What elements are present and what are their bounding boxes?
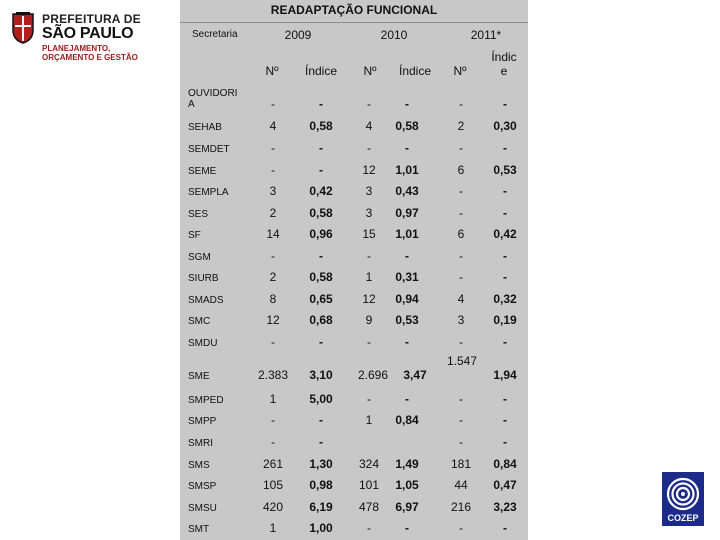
table-cell: 12 — [362, 292, 376, 306]
table-cell: 2 — [269, 206, 277, 220]
header-n-2010: Nº — [363, 64, 377, 78]
table-cell: 0,32 — [493, 292, 517, 306]
table-cell: - — [367, 97, 371, 111]
table-cell: 0,84 — [493, 457, 517, 471]
row-label: SES — [188, 209, 209, 220]
table-cell: - — [271, 435, 275, 449]
table-cell: 5,00 — [309, 392, 333, 406]
row-label: SMT — [188, 524, 210, 535]
table-cell: 3 — [365, 184, 373, 198]
city-crest-icon — [10, 12, 36, 44]
table-cell: 0,68 — [309, 313, 333, 327]
table-cell: - — [319, 249, 323, 263]
table-cell: - — [405, 249, 409, 263]
table-cell: - — [319, 413, 323, 427]
table-cell: 15 — [362, 227, 376, 241]
table-cell: 6,97 — [395, 500, 419, 514]
row-label: OUVIDORIA — [188, 88, 238, 110]
row-label: SGM — [188, 252, 211, 263]
table-cell: 12 — [362, 163, 376, 177]
table-cell: - — [503, 249, 507, 263]
table-cell: - — [503, 270, 507, 284]
table-cell: 0,30 — [493, 119, 517, 133]
table-cell: 0,47 — [493, 478, 517, 492]
table-cell: - — [459, 184, 463, 198]
table-cell: 0,58 — [309, 206, 333, 220]
table-cell: 1,01 — [395, 163, 419, 177]
table-cell: - — [271, 97, 275, 111]
row-label: SMPED — [188, 395, 224, 406]
logo-line-4: ORÇAMENTO E GESTÃO — [42, 53, 138, 62]
row-label: SEME — [188, 166, 217, 177]
logo-line-sao-paulo: SÃO PAULO — [42, 25, 134, 42]
row-label: SMPP — [188, 416, 217, 427]
row-label: SEMDET — [188, 144, 230, 155]
table-cell: - — [319, 435, 323, 449]
cozep-logo — [662, 472, 704, 526]
table-cell: 2 — [269, 270, 277, 284]
table-cell: 0,96 — [309, 227, 333, 241]
table-cell: - — [503, 97, 507, 111]
table-cell: 181 — [450, 457, 472, 471]
header-indice-2010: Índice — [398, 64, 432, 78]
table-cell: 3,47 — [403, 368, 427, 382]
table-cell: - — [503, 521, 507, 535]
table-cell: 105 — [262, 478, 284, 492]
table-cell: - — [405, 141, 409, 155]
table-cell: 12 — [266, 313, 280, 327]
table-cell: 0,58 — [309, 270, 333, 284]
table-cell: - — [367, 392, 371, 406]
table-cell: - — [367, 521, 371, 535]
table-cell: - — [405, 97, 409, 111]
table-cell: 0,65 — [309, 292, 333, 306]
header-indice-2011-part1: Índic — [491, 50, 517, 64]
table-cell: 0,42 — [309, 184, 333, 198]
table-cell: - — [405, 335, 409, 349]
table-cell: 0,97 — [395, 206, 419, 220]
table-cell: 4 — [269, 119, 277, 133]
table-cell: - — [367, 335, 371, 349]
table-cell: 9 — [365, 313, 373, 327]
table-cell: - — [319, 141, 323, 155]
row-label: SMADS — [188, 295, 224, 306]
table-cell: 0,58 — [395, 119, 419, 133]
table-cell: - — [459, 97, 463, 111]
table-cell: - — [319, 163, 323, 177]
table-cell: - — [271, 249, 275, 263]
table-cell: - — [459, 413, 463, 427]
table-cell: 14 — [266, 227, 280, 241]
table-cell: - — [459, 435, 463, 449]
header-indice-2011-part2: e — [500, 64, 508, 78]
table-cell: - — [319, 335, 323, 349]
table-cell: - — [459, 270, 463, 284]
row-label: SMS — [188, 460, 210, 471]
table-cell: 478 — [358, 500, 380, 514]
title-divider — [180, 22, 528, 23]
table-cell: - — [271, 163, 275, 177]
header-year-2009: 2009 — [284, 28, 312, 42]
table-cell: - — [459, 249, 463, 263]
table-cell: 1 — [269, 392, 277, 406]
table-cell: - — [459, 335, 463, 349]
header-n-2009: Nº — [265, 64, 279, 78]
table-cell: 1,49 — [395, 457, 419, 471]
table-cell: 0,31 — [395, 270, 419, 284]
row-label: SMSU — [188, 503, 217, 514]
table-cell: - — [271, 413, 275, 427]
table-cell: 0,19 — [493, 313, 517, 327]
table-cell: 324 — [358, 457, 380, 471]
table-cell: 1 — [365, 270, 373, 284]
table-cell: 1,30 — [309, 457, 333, 471]
table-cell: 0,98 — [309, 478, 333, 492]
table-cell: 3,23 — [493, 500, 517, 514]
header-year-2011: 2011* — [470, 28, 502, 42]
table-cell: 420 — [262, 500, 284, 514]
table-cell: 8 — [269, 292, 277, 306]
table-cell: - — [459, 206, 463, 220]
table-cell: - — [367, 141, 371, 155]
table-cell: 3 — [269, 184, 277, 198]
table-cell: - — [503, 141, 507, 155]
pmsp-logo — [8, 8, 141, 64]
table-cell: 0,84 — [395, 413, 419, 427]
row-label: SF — [188, 230, 201, 241]
table-cell: - — [503, 392, 507, 406]
row-label: SMRI — [188, 438, 213, 449]
table-cell: 6,19 — [309, 500, 333, 514]
table-cell: 0,58 — [309, 119, 333, 133]
table-cell: 2 — [457, 119, 465, 133]
table-cell: 3,10 — [309, 368, 333, 382]
cozep-label: COZEP — [667, 513, 699, 523]
table-cell: - — [503, 435, 507, 449]
table-cell: 1,01 — [395, 227, 419, 241]
logo-line-3: PLANEJAMENTO, — [42, 44, 111, 53]
table-cell: 0,53 — [395, 313, 419, 327]
row-label: SMC — [188, 316, 211, 327]
table-cell: 4 — [457, 292, 465, 306]
table-cell: - — [405, 521, 409, 535]
table-cell: 44 — [454, 478, 468, 492]
table-cell: 216 — [450, 500, 472, 514]
table-cell: 4 — [365, 119, 373, 133]
row-label: SMSP — [188, 481, 217, 492]
logo-line-planejamento — [42, 44, 138, 62]
header-indice-2009: Índice — [304, 64, 338, 78]
table-cell: 1 — [365, 413, 373, 427]
table-cell: 101 — [358, 478, 380, 492]
header-year-2010: 2010 — [380, 28, 408, 42]
table-cell: 0,42 — [493, 227, 517, 241]
header-secretaria: Secretaria — [192, 29, 238, 40]
row-label: SMDU — [188, 338, 218, 349]
table-cell: 261 — [262, 457, 284, 471]
row-label: SEHAB — [188, 122, 222, 133]
row-label: SME — [188, 371, 210, 382]
table-cell: 2.383 — [257, 368, 289, 382]
table-cell: - — [271, 141, 275, 155]
table-cell: - — [459, 141, 463, 155]
table-cell: 1,05 — [395, 478, 419, 492]
table-cell: 6 — [457, 163, 465, 177]
table-cell: - — [503, 413, 507, 427]
table-cell: - — [503, 206, 507, 220]
page-title: READAPTAÇÃO FUNCIONAL — [270, 3, 438, 17]
table-cell: 1,00 — [309, 521, 333, 535]
table-cell: 6 — [457, 227, 465, 241]
table-cell: - — [459, 521, 463, 535]
table-cell: - — [367, 249, 371, 263]
row-label: SEMPLA — [188, 187, 229, 198]
table-cell: 3 — [457, 313, 465, 327]
table-cell: 2.696 — [357, 368, 389, 382]
logo-line-prefeitura: PREFEITURA DE — [42, 12, 141, 26]
table-cell: - — [271, 335, 275, 349]
header-n-2011: Nº — [453, 64, 467, 78]
table-cell: 1 — [269, 521, 277, 535]
spiral-icon — [662, 474, 704, 514]
row-label: SIURB — [188, 273, 219, 284]
header-indice-2011 — [484, 50, 524, 78]
table-cell: 0,43 — [395, 184, 419, 198]
table-cell: - — [503, 335, 507, 349]
table-cell: 1,94 — [493, 368, 517, 382]
table-cell: - — [459, 392, 463, 406]
table-cell: 1.547 — [446, 354, 478, 368]
table-cell: 3 — [365, 206, 373, 220]
table-cell: 0,94 — [395, 292, 419, 306]
table-cell: - — [319, 97, 323, 111]
table-cell: - — [503, 184, 507, 198]
table-cell: - — [405, 392, 409, 406]
table-cell: 0,53 — [493, 163, 517, 177]
